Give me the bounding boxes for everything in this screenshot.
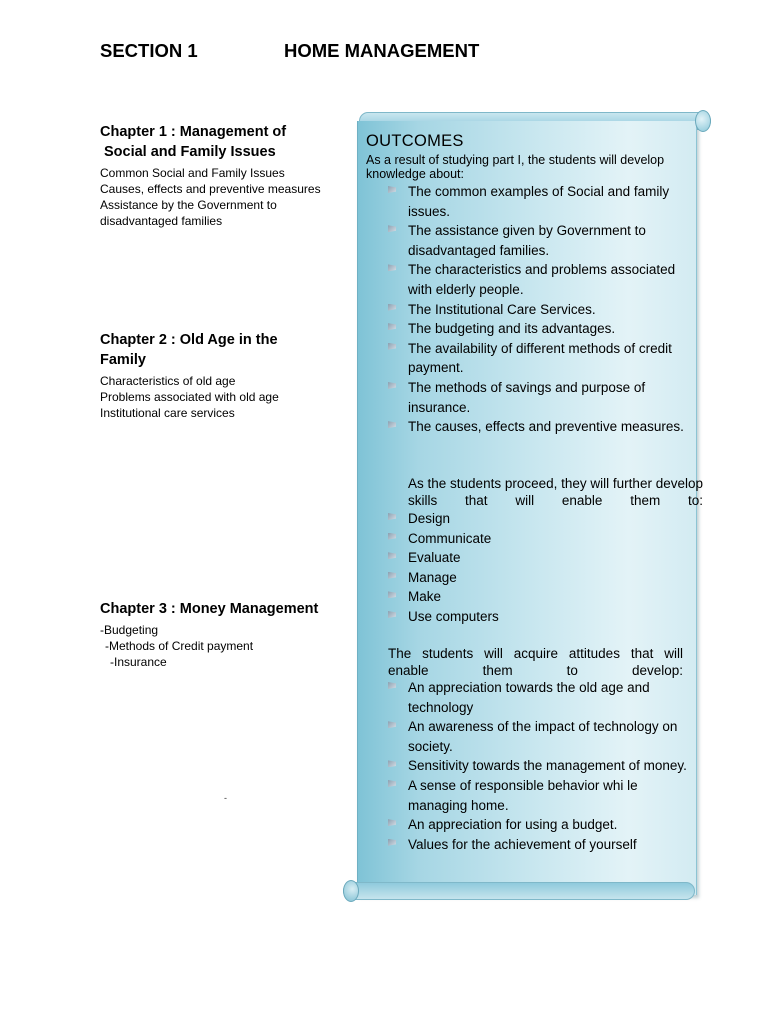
list-item-text: The availability of different methods of credit payment.	[408, 340, 672, 376]
attitudes-list	[388, 678, 688, 854]
list-item	[388, 529, 688, 549]
page-header	[100, 40, 660, 70]
chapter-topic: Problems associated with old age	[100, 390, 279, 404]
chapter-topic: Institutional care services	[100, 406, 235, 420]
chapter-topic: Characteristics of old age	[100, 374, 236, 388]
list-item	[388, 260, 688, 299]
scroll-bottom-roll	[343, 880, 359, 902]
chapter-topic: disadvantaged families	[100, 214, 223, 228]
list-item	[388, 417, 688, 437]
list-item	[388, 339, 688, 378]
chapter-2-title-line2: Family	[100, 352, 146, 368]
list-item-text: A sense of responsible behavior whi le managing home.	[408, 777, 638, 813]
chapter-topic: -Budgeting	[100, 623, 159, 637]
list-item-text: The methods of savings and purpose of insurance.	[408, 379, 646, 415]
list-item	[388, 607, 688, 627]
chapter-2-title-line1: Chapter 2 : Old Age in the	[100, 332, 278, 348]
bullet-icon	[388, 819, 396, 826]
chapter-1-title	[100, 122, 335, 162]
list-item	[388, 319, 688, 339]
bullet-icon	[388, 533, 396, 540]
outcomes-intro: As a result of studying part I, the students will develop knowledge about:	[366, 153, 665, 181]
list-item	[388, 568, 688, 588]
list-item-text: An appreciation for using a budget.	[408, 817, 618, 833]
list-item-text: The assistance given by Government to disadvantaged families.	[408, 223, 646, 258]
knowledge-list	[388, 182, 688, 437]
chapter-2	[100, 330, 335, 421]
list-item-text: The characteristics and problems associated with elderly people.	[408, 262, 676, 297]
scroll-bottom-curl	[343, 882, 695, 900]
chapter-2-topics	[100, 373, 335, 421]
chapter-topic: -Insurance	[110, 655, 167, 669]
list-item	[388, 776, 688, 815]
outcomes-title: OUTCOMES	[366, 132, 464, 150]
section-label: SECTION 1	[100, 40, 198, 61]
bullet-icon	[388, 839, 396, 846]
bullet-icon	[388, 304, 396, 311]
attitudes-intro: The students will acquire attitudes that will enable them to develop:	[388, 646, 683, 678]
bullet-icon	[388, 611, 396, 618]
list-item	[388, 835, 688, 855]
list-item	[388, 815, 688, 835]
bullet-icon	[388, 572, 396, 579]
chapter-1-title-line1: Chapter 1 : Management of	[100, 124, 287, 140]
bullet-icon	[388, 343, 396, 350]
bullet-icon	[388, 264, 396, 271]
list-item-text: The Institutional Care Services.	[408, 301, 596, 317]
chapter-3-title: Chapter 3 : Money Management	[100, 601, 319, 617]
chapter-3-topics	[100, 622, 335, 670]
chapter-1-topics	[100, 165, 335, 229]
list-item	[388, 548, 688, 568]
bullet-icon	[388, 760, 396, 767]
list-item-text: Make	[408, 589, 442, 605]
chapter-3	[100, 599, 335, 670]
list-item-text: An awareness of the impact of technology on society.	[408, 719, 678, 754]
list-item	[388, 300, 688, 320]
list-item	[388, 221, 688, 260]
list-item-text: Manage	[408, 569, 457, 585]
skills-list	[388, 509, 688, 627]
bullet-icon	[388, 721, 396, 728]
bullet-icon	[388, 323, 396, 330]
chapter-topic: Causes, effects and preventive measures	[100, 182, 321, 196]
list-item	[388, 509, 688, 529]
chapter-1	[100, 122, 335, 229]
list-item	[388, 717, 688, 756]
bullet-icon	[388, 780, 396, 787]
list-item-text: An appreciation towards the old age and technology	[408, 680, 650, 715]
list-item-text: Evaluate	[408, 550, 461, 566]
chapter-topic: Assistance by the Government to	[100, 198, 277, 212]
bullet-icon	[388, 682, 396, 689]
list-item	[388, 678, 688, 717]
list-item-text: Communicate	[408, 530, 492, 546]
list-item-text: The budgeting and its advantages.	[408, 321, 616, 337]
bullet-icon	[388, 186, 396, 193]
list-item-text: Values for the achievement of yourself	[408, 836, 637, 852]
list-item	[388, 378, 688, 417]
bullet-icon	[388, 382, 396, 389]
bullet-icon	[388, 552, 396, 559]
list-item-text: Sensitivity towards the management of money.	[408, 758, 687, 774]
chapter-topic: -Methods of Credit payment	[105, 639, 254, 653]
list-item	[388, 587, 688, 607]
bullet-icon	[388, 513, 396, 520]
scroll-top-roll	[695, 110, 711, 132]
list-item-text: Use computers	[408, 608, 499, 624]
chapter-2-title	[100, 330, 335, 370]
bullet-icon	[388, 591, 396, 598]
stray-mark: -	[224, 793, 227, 803]
list-item-text: Design	[408, 511, 451, 526]
bullet-icon	[388, 421, 396, 428]
skills-intro: As the students proceed, they will further develop skills that will enable them to:	[408, 476, 703, 508]
list-item	[388, 182, 688, 221]
list-item	[388, 756, 688, 776]
chapter-1-title-line2: Social and Family Issues	[104, 144, 276, 160]
list-item-text: The causes, effects and preventive measures.	[408, 419, 684, 435]
list-item-text: The common examples of Social and family issues.	[408, 184, 670, 219]
chapter-topic: Common Social and Family Issues	[100, 166, 285, 180]
bullet-icon	[388, 225, 396, 232]
section-title: HOME MANAGEMENT	[284, 40, 480, 61]
